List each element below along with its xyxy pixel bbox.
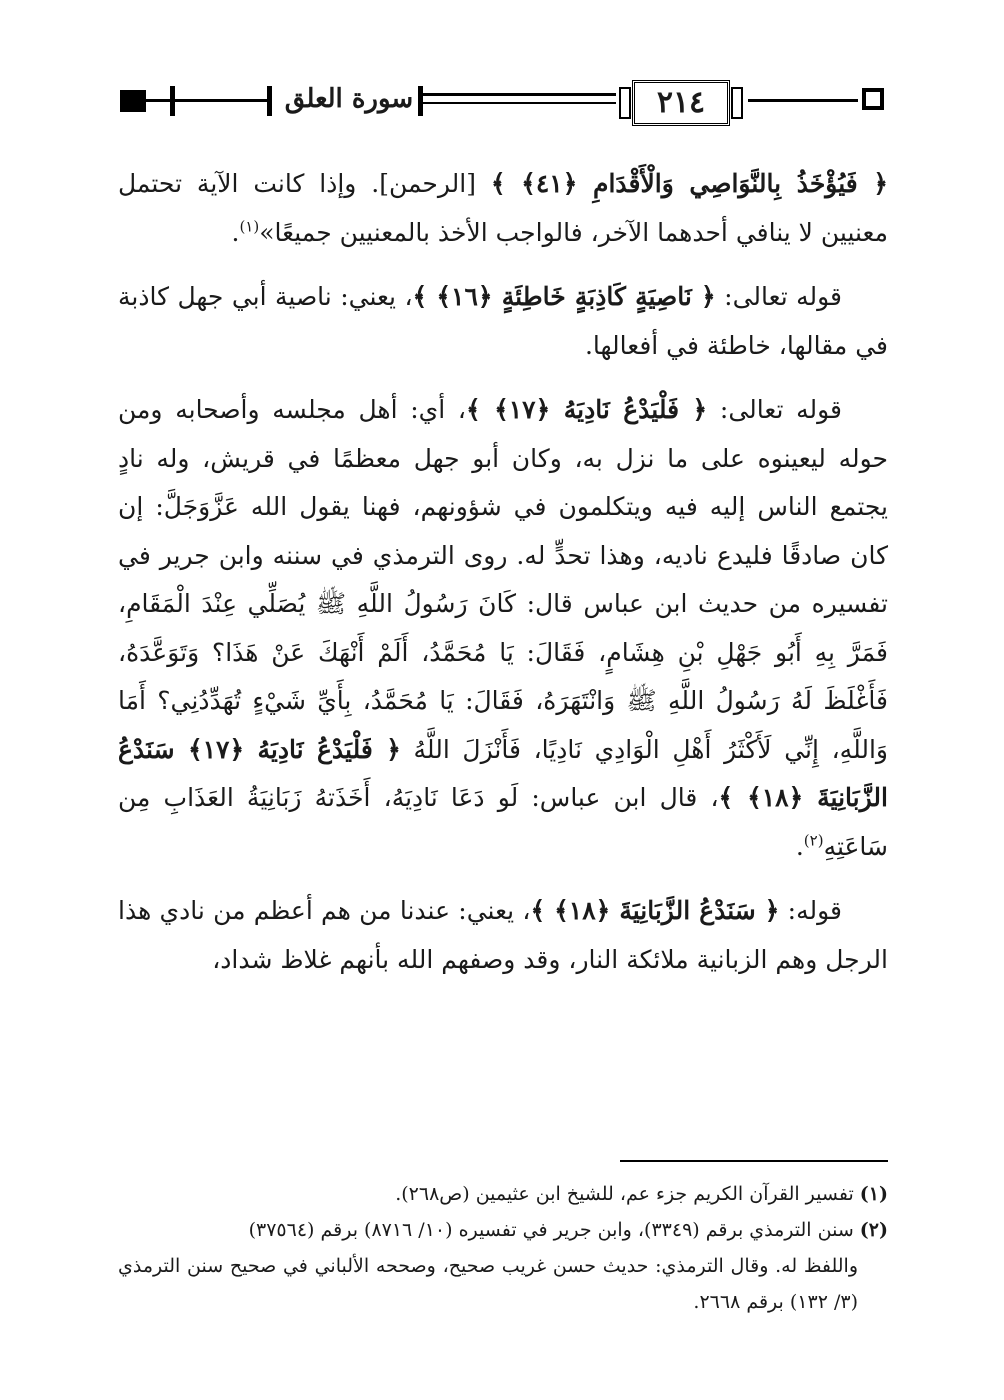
- footnote-1: [118, 1176, 888, 1212]
- footnote-number: (٢): [859, 1219, 888, 1241]
- paragraph-lead: قوله تعالى:: [707, 395, 843, 424]
- page-number: ٢١٤: [632, 80, 730, 126]
- footnote-text: سنن الترمذي برقم (٣٣٤٩)، وابن جرير في تفسيره (١٠/ ٨٧١٦) برقم (٣٧٥٦٤): [248, 1219, 860, 1241]
- paragraph-text: ، قال ابن عباس: لَو دَعَا نَادِيَهُ، أَخَذَتهُ زَبَانِيَةُ العَذَابِ مِن سَاعَتِهِ: [118, 783, 888, 861]
- header-bar: [418, 86, 423, 116]
- main-text: [118, 160, 888, 1000]
- paragraph-text: ، يعني: عندنا من هم أعظم من نادي هذا الرجل وهم الزبانية ملائكة النار، وقد وصفهم الله بأنهم غلاظ شداد،: [118, 896, 888, 974]
- footnote-2-continuation: واللفظ له. وقال الترمذي: حديث حسن غريب صحيح، وصححه الألباني في صحيح سنن الترمذي (٣/ ١٣٢) برقم ٢٦٦٨.: [118, 1255, 858, 1313]
- quran-verse: ﴿ سَنَدْعُ الزَّبَانِيَةَ ﴿١٨﴾ ﴾: [530, 896, 780, 925]
- footnote-ref: (١): [239, 217, 260, 236]
- footnote-2: [118, 1212, 888, 1248]
- header-rule-left: [146, 99, 170, 102]
- paragraph-text: ، أي: أهل مجلسه وأصحابه ومن حوله ليعينوه على ما نزل به، وكان أبو جهل معظمًا في قريش، وله نادٍ يجتمع الناس إليه فيه ويتكلمون في شؤونهم، فهنا يقول الله عَزَّوَجَلَّ: إن كان صادقًا فليدع ناديه، وهذا تحدٍّ له. روى الترمذي في سننه وابن جرير في تفسيره من حديث ابن عباس قال: كَانَ رَسُولُ اللَّهِ ﷺ يُصَلِّي عِنْدَ الْمَقَامِ، فَمَرَّ بِهِ أَبُو جَهْلِ بْنِ هِشَامٍ، فَقَالَ: يَا مُحَمَّدُ، أَلَمْ أَنْهَكَ عَنْ هَذَا؟ وَتَوَعَّدَهُ، فَأَغْلَظَ لَهُ رَسُولُ اللَّهِ ﷺ وَانْتَهَرَهُ، فَقَالَ: يَا مُحَمَّدُ، بِأَيِّ شَيْءٍ تُهَدِّدُنِي؟ أَمَا وَاللَّهِ، إِنِّي لَأَكْثَرُ أَهْلِ الْوَادِي نَادِيًا، فَأَنْزَلَ اللَّهُ: [118, 395, 888, 764]
- paragraph-lead: قوله تعالى:: [715, 282, 842, 311]
- paragraph-tail: .: [795, 831, 804, 861]
- paragraph-tail: .: [231, 217, 240, 247]
- header-bar: [267, 86, 272, 116]
- footnote-text: تفسير القرآن الكريم جزء عم، للشيخ ابن عثيمين (ص٢٦٨).: [395, 1183, 860, 1205]
- paragraph-4: [118, 887, 888, 984]
- footnote-separator: [620, 1160, 888, 1162]
- footnotes: [118, 1176, 888, 1320]
- header-rule-left-2: [175, 99, 267, 102]
- quran-verse: ﴿ فَلْيَدْعُ نَادِيَهُ ﴿١٧﴾ سَنَدْعُ الزَّبَانِيَةَ ﴿١٨﴾ ﴾: [118, 734, 888, 812]
- header-rule-mid-top: [423, 93, 616, 96]
- surah-name: سورة العلق: [284, 84, 414, 114]
- paragraph-lead: قوله:: [779, 896, 842, 925]
- header-ornament-right: [862, 88, 884, 110]
- header-rule-mid-bottom: [423, 102, 616, 104]
- footnote-ref: (٢): [803, 831, 824, 850]
- paragraph-1: [118, 160, 888, 257]
- quran-verse: ﴿ فَلْيَدْعُ نَادِيَهُ ﴿١٧﴾ ﴾: [465, 395, 708, 424]
- header-rule-right: [748, 99, 858, 102]
- paragraph-text: [الرحمن]. وإذا كانت الآية تحتمل معنيين لا ينافي أحدهما الآخر، فالواجب الأخذ بالمعنيين جميعًا»: [118, 169, 888, 247]
- footnote-number: (١): [859, 1183, 888, 1205]
- quran-verse: ﴿ نَاصِيَةٍ كَاذِبَةٍ خَاطِئَةٍ ﴿١٦﴾ ﴾: [412, 282, 716, 311]
- quran-verse: ﴿ فَيُؤْخَذُ بِالنَّوَاصِي وَالْأَقْدَامِ ﴿٤١﴾ ﴾: [490, 169, 888, 198]
- header-ornament-left: [120, 90, 146, 112]
- paragraph-3: [118, 386, 888, 871]
- paragraph-text: ، يعني: ناصية أبي جهل كاذبة في مقالها، خاطئة في أفعالها.: [118, 282, 888, 360]
- paragraph-2: [118, 273, 888, 370]
- page-header: [112, 78, 892, 134]
